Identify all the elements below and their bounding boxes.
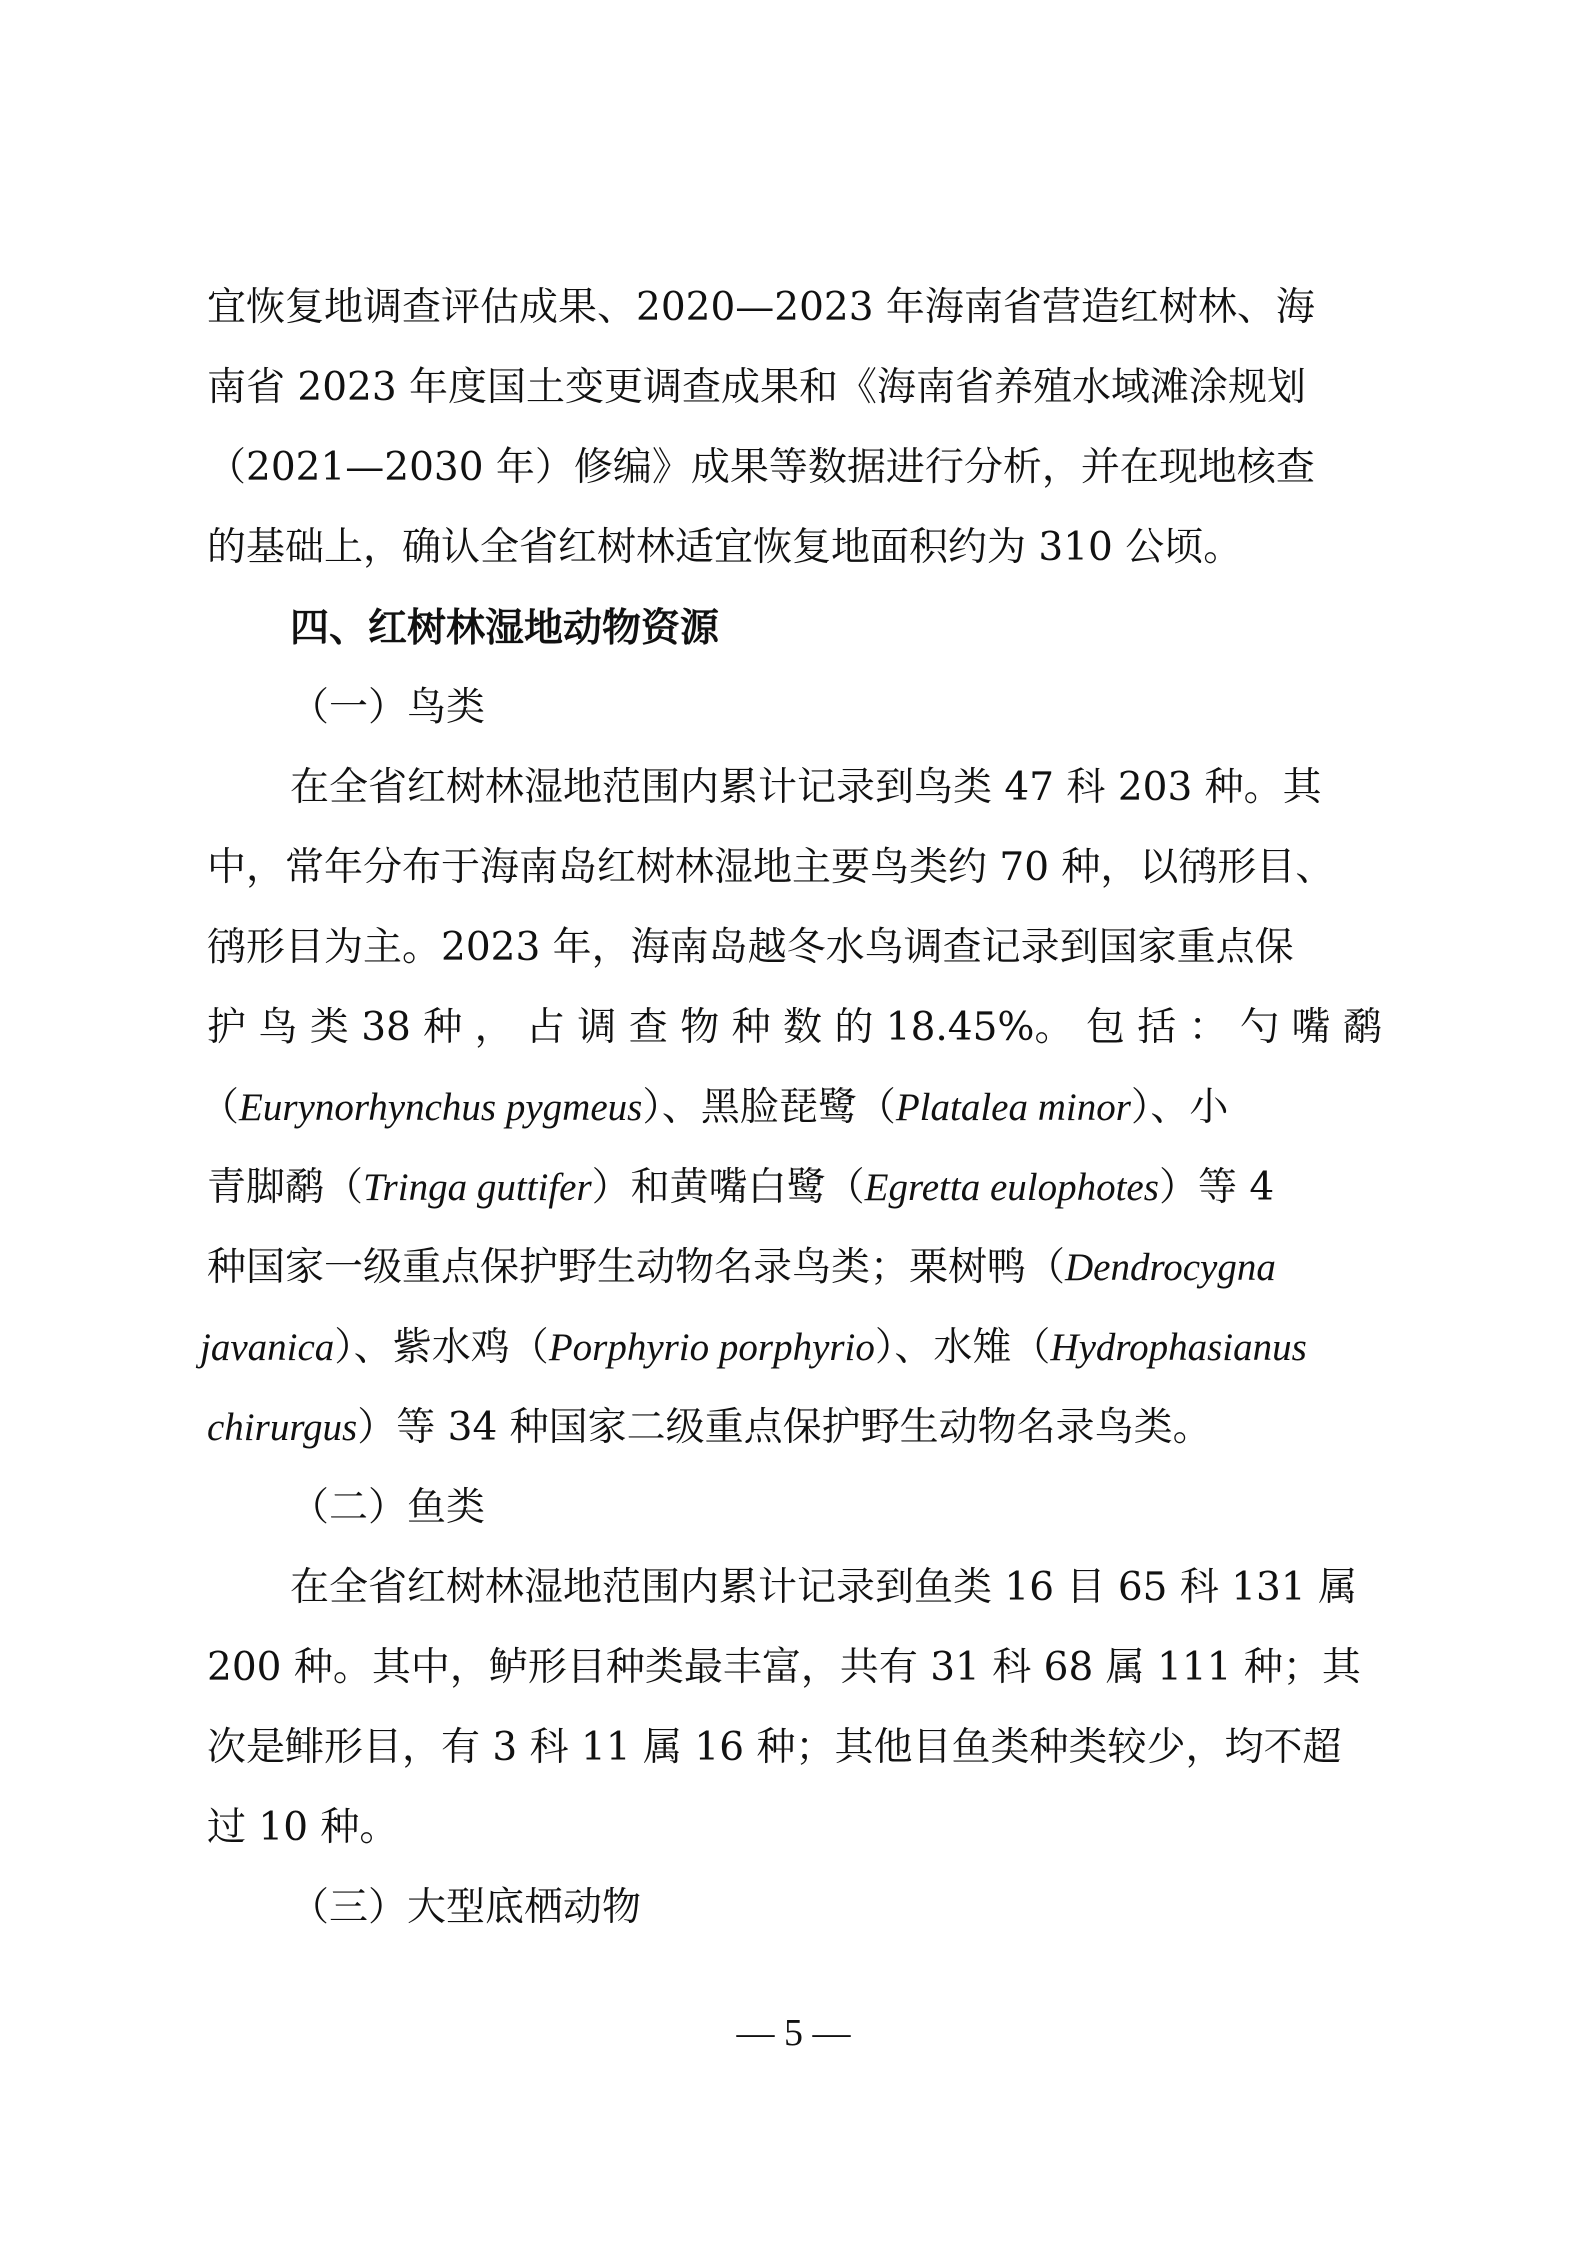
species-name: Egretta eulophotes [864,1166,1159,1209]
text-segment: ）和黄嘴白鹭（ [591,1165,865,1210]
text-segment: ）等 4 [1158,1165,1275,1210]
text-segment: ）、小 [1130,1085,1229,1130]
paragraph-line [207,1158,1387,1218]
text-segment: ）、紫水鸡（ [334,1325,549,1370]
species-name: Hydrophasianus [1050,1326,1307,1369]
page-number: — 5 — [736,2012,851,2054]
paragraph-line [200,1318,1380,1378]
paragraph-line: 南省 2023 年度国土变更调查成果和《海南省养殖水域滩涂规划 [207,365,1307,410]
paragraph-line: 过 10 种。 [207,1805,399,1850]
text-segment: ）、水雉（ [874,1325,1051,1370]
paragraph-line: 鸻形目为主。2023 年，海南岛越冬水鸟调查记录到国家重点保 [207,925,1294,970]
subsection-title-benthos: （三）大型底栖动物 [290,1885,642,1930]
species-name: Tringa guttifer [363,1166,592,1209]
paragraph-line: （2021—2030 年）修编》成果等数据进行分析，并在现地核查 [207,445,1315,490]
text-segment: ）、黑脸琵鹭（ [642,1085,896,1130]
species-name: Eurynorhynchus pygmeus [239,1086,643,1129]
paragraph-line [207,1398,1387,1458]
paragraph-line: （Eurynorhynchus pygmeus）、黑脸琵鹭（Platalea minor）、小 [200,1085,1229,1130]
paragraph-line: 的基础上，确认全省红树林适宜恢复地面积约为 310 公顷。 [207,525,1243,570]
paragraph-line: 宜恢复地调查评估成果、2020—2023 年海南省营造红树林、海 [207,285,1315,330]
paragraph-line [207,1238,1387,1298]
paragraph-line: 护 鸟 类 38 种 ， 占 调 查 物 种 数 的 18.45%。 包 括 ： 勺 嘴 鹬 [207,1005,1382,1050]
text-segment: ）等 34 种国家二级重点保护野生动物名录鸟类。 [357,1405,1212,1450]
species-name: javanica [200,1326,335,1369]
subsection-title-fish: （二）鱼类 [290,1485,486,1530]
species-name: Platalea minor [895,1086,1131,1129]
section-title: 四、红树林湿地动物资源 [290,605,720,651]
subsection-title-birds: （一）鸟类 [290,685,486,730]
paragraph-line: 在全省红树林湿地范围内累计记录到鸟类 47 科 203 种。其 [290,765,1322,810]
text-segment: 种国家一级重点保护野生动物名录鸟类；栗树鸭（ [207,1245,1066,1290]
paragraph-line: 次是鲱形目，有 3 科 11 属 16 种；其他目鱼类种类较少，均不超 [207,1725,1342,1770]
species-name: Porphyrio porphyrio [548,1326,875,1369]
text-segment: 青脚鹬（ [207,1165,364,1210]
species-name: chirurgus [207,1406,358,1449]
paragraph-line: 200 种。其中，鲈形目种类最丰富，共有 31 科 68 属 111 种；其 [207,1645,1361,1690]
species-name: Dendrocygna [1065,1246,1276,1289]
paragraph-line: 中，常年分布于海南岛红树林湿地主要鸟类约 70 种，以鸻形目、 [207,845,1335,890]
paragraph-line: 在全省红树林湿地范围内累计记录到鱼类 16 目 65 科 131 属 [290,1565,1358,1610]
